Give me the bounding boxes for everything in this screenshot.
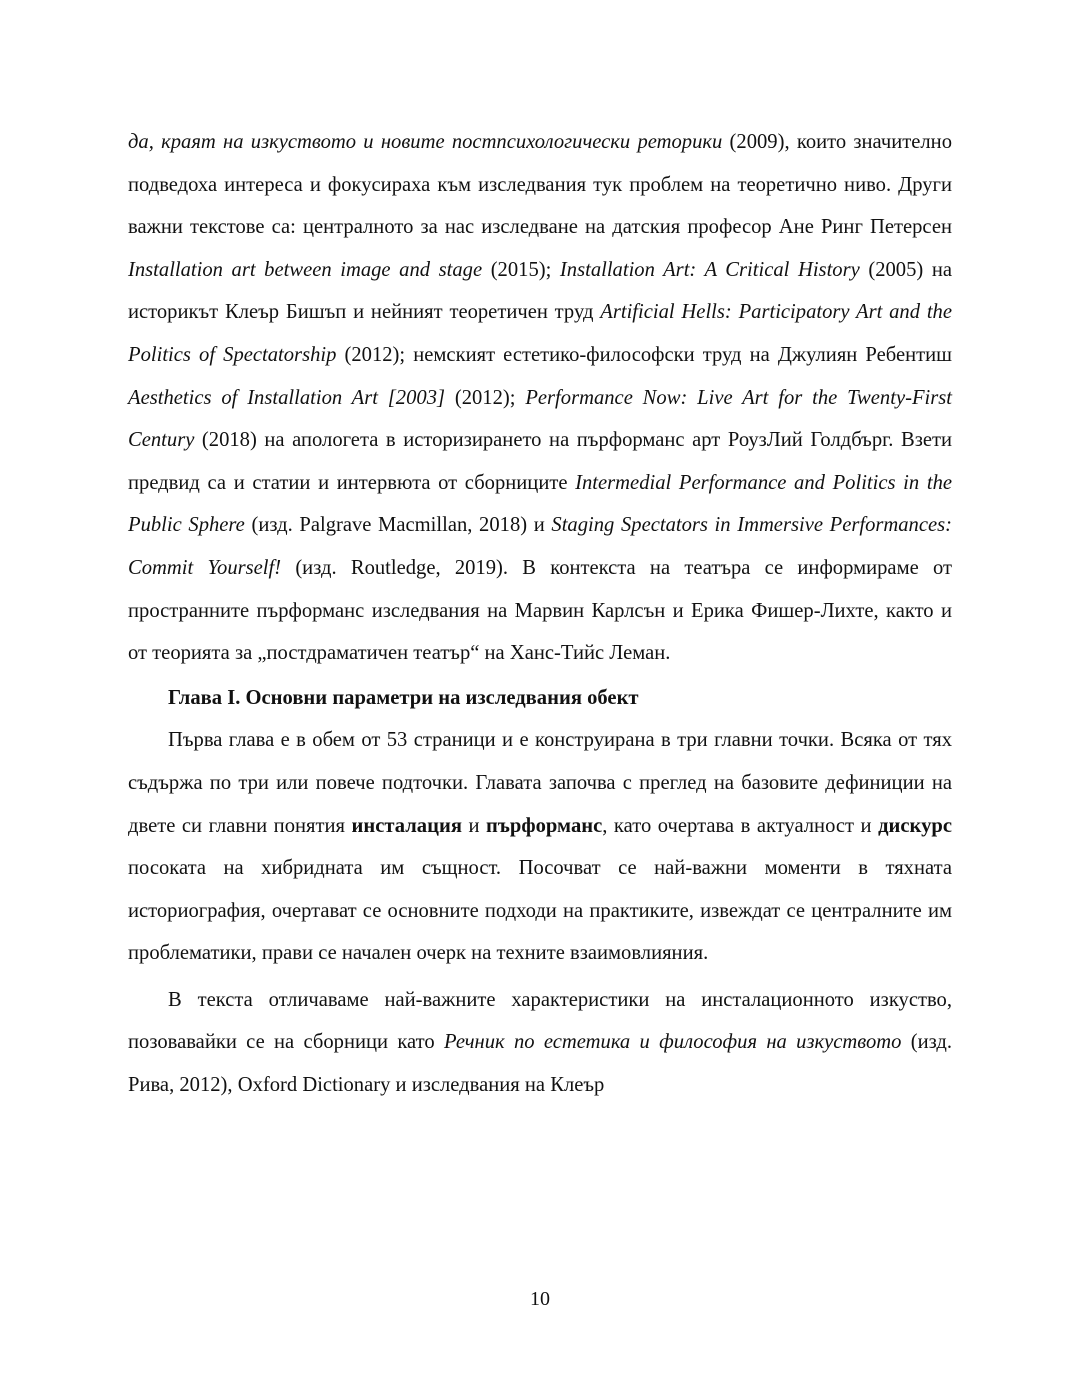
text-run: В текста отличаваме най-важните характеристики на инсталационното изкуство, позовавайки се на сборници като [128,988,952,1054]
page-number: 10 [530,1288,550,1310]
text-run: , като очертава в актуалност и [602,814,879,837]
text-run: (2005) на историкът Клеър Бишъп и нейният теоретичен труд [128,258,952,324]
text-run: (изд. Рива, 2012), Oxford Dictionary и изследвания на Клеър [128,1031,953,1097]
bold-run: дискурс [878,814,952,837]
bold-run: пърформанс [486,814,603,837]
text-run: (изд. Routledge, 2019). В контекста на театъра се информираме от пространните пърформанс изследвания на Марвин Карлсън и Ерика Фишер-Лихте, както и от теорията за „постдраматичен театър“ на Ханс-Тийс Леман. [128,556,952,665]
italic-run: Artificial Hells: Participatory Art and the Politics of Spectatorship [128,301,952,366]
bold-run: инсталация [351,814,462,837]
paragraph-1 [128,121,952,675]
text-run: (2012); немският естетико-философски труд на Джулиян Ребентиш [336,343,952,366]
paragraph-2 [128,719,952,975]
text-run: (2015); [482,258,560,281]
italic-run: да, краят на изкуството и новите постпсихологически реторики [128,131,723,153]
paragraph-3 [128,979,952,1107]
text-run: и [461,814,487,837]
italic-run: Intermedial Performance and Politics in the Public Sphere [128,471,953,537]
italic-run: Installation art between image and stage [128,258,483,281]
text-run: (изд. Palgrave Macmillan, 2018) и [244,514,552,537]
italic-run: Installation Art: A Critical History [559,258,860,281]
italic-run: Performance Now: Live Art for the Twenty-First Century [128,386,952,452]
italic-run: Staging Spectators in Immersive Performances: Commit Yourself! [128,514,953,579]
italic-run: Aesthetics of Installation Art [2003] [128,386,446,409]
chapter-heading: Глава I. Основни параметри на изследвания обект [168,686,639,709]
text-run: Първа глава е в обем от 53 страници и е конструирана в три главни точки. Всяка от тях съдържа по три или повече подточки. Главата започва с преглед на базовите дефиниции на двете си главни понятия [128,729,952,837]
text-run: (2012); [445,386,526,409]
body-text [128,121,952,1107]
italic-run: Речник по естетика и философия на изкуството [444,1031,902,1054]
text-run: (2009), които значително подведоха интереса и фокусираха към изследвания тук проблем на теоретично ниво. Други важни текстове са: централното за нас изследване на датския професор Ане Ринг Петерсен [128,131,952,239]
text-run: посоката на хибридната им същност. Посочват се най-важни моменти в тяхната историография, очертават се основните подходи на практиките, извеждат се централните им проблематики, прави се начален очерк на техните взаимовлияния. [128,857,952,965]
text-run: (2018) на апологета в историзирането на пърформанс арт РоузЛий Голдбърг. Взети предвид са и статии и интервюта от сборниците [128,429,952,494]
